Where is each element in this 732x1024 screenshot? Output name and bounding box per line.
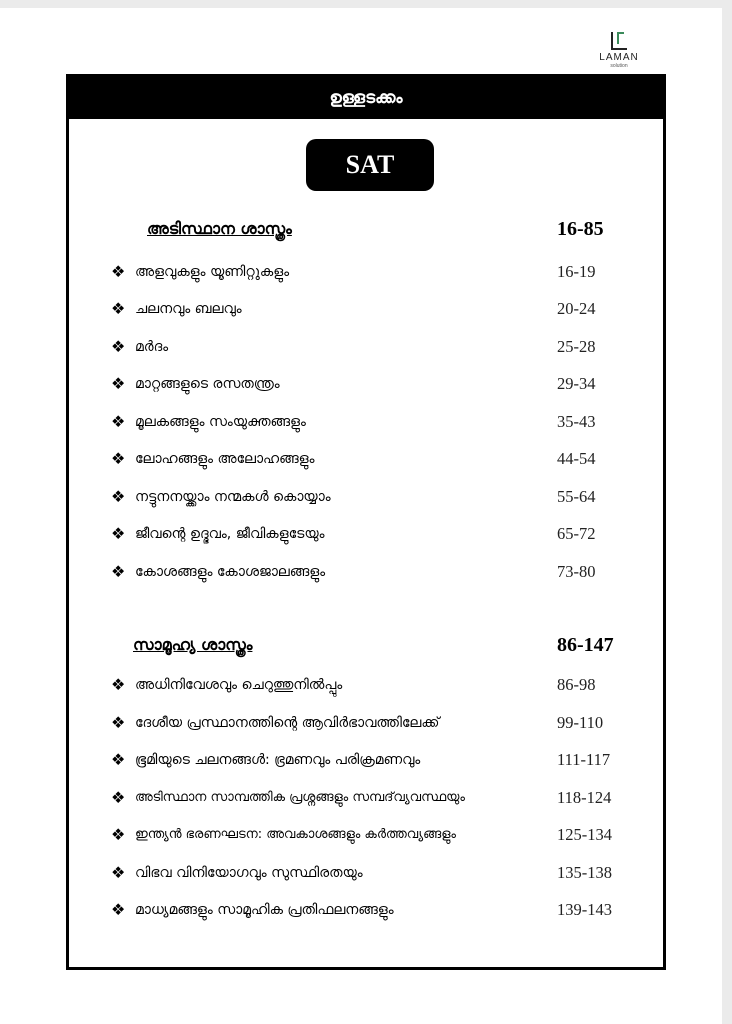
toc-item[interactable] xyxy=(69,820,663,850)
toc-item-pages: 135-138 xyxy=(557,863,612,882)
toc-item[interactable] xyxy=(69,444,663,474)
toc-item-label: വിഭവ വിനിയോഗവും സുസ്ഥിരതയും xyxy=(135,865,363,881)
toc-item-pages: 20-24 xyxy=(557,299,596,318)
toc-item-pages: 35-43 xyxy=(557,412,596,431)
toc-item[interactable] xyxy=(69,369,663,399)
toc-item-pages: 125-134 xyxy=(557,825,612,844)
toc-item-pages: 86-98 xyxy=(557,675,596,694)
toc-item-label: ഭൂമിയുടെ ചലനങ്ങൾ: ഭ്രമണവും പരിക്രമണവും xyxy=(135,752,421,768)
toc-item-pages: 65-72 xyxy=(557,524,596,543)
diamond-bullet-icon: ❖ xyxy=(111,562,126,581)
diamond-bullet-icon: ❖ xyxy=(111,299,126,318)
toc-item-label: അളവുകളും യൂണിറ്റുകളും xyxy=(135,264,290,280)
diamond-bullet-icon: ❖ xyxy=(111,825,126,844)
diamond-bullet-icon: ❖ xyxy=(111,262,126,281)
toc-item-pages: 55-64 xyxy=(557,487,596,506)
diamond-bullet-icon: ❖ xyxy=(111,900,126,919)
toc-item-pages: 99-110 xyxy=(557,713,604,732)
toc-item[interactable] xyxy=(69,482,663,512)
section-range: 16-85 xyxy=(557,218,604,240)
section-header xyxy=(69,214,663,244)
diamond-bullet-icon: ❖ xyxy=(111,675,126,694)
page-edge xyxy=(0,0,732,8)
toc-item-label: മർദം xyxy=(135,339,169,355)
toc-item-label: ദേശീയ പ്രസ്ഥാനത്തിന്റെ ആവിർഭാവത്തിലേക്ക് xyxy=(135,715,440,731)
toc-item-pages: 73-80 xyxy=(557,562,596,581)
toc-item-label: ലോഹങ്ങളും അലോഹങ്ങളും xyxy=(135,451,315,467)
toc-item[interactable] xyxy=(69,332,663,362)
logo-icon xyxy=(611,32,627,50)
toc-item-pages: 118-124 xyxy=(557,788,612,807)
toc-item-label: നട്ടുനനയ്ക്കാം നന്മകൾ കൊയ്യാം xyxy=(135,489,331,505)
diamond-bullet-icon: ❖ xyxy=(111,449,126,468)
section-range: 86-147 xyxy=(557,634,614,656)
toc-item[interactable] xyxy=(69,783,663,813)
section-header xyxy=(69,630,663,660)
page-edge xyxy=(722,0,732,1024)
toc-item-label: ജീവന്റെ ഉദ്ഭവം, ജീവികളുടേയും xyxy=(135,526,325,542)
toc-item[interactable] xyxy=(69,895,663,925)
logo-name: LAMAN xyxy=(599,52,639,63)
toc-item[interactable] xyxy=(69,670,663,700)
toc-item[interactable] xyxy=(69,745,663,775)
diamond-bullet-icon: ❖ xyxy=(111,788,126,807)
toc-item[interactable] xyxy=(69,519,663,549)
diamond-bullet-icon: ❖ xyxy=(111,863,126,882)
toc-item-pages: 16-19 xyxy=(557,262,596,281)
contents-frame xyxy=(66,74,666,970)
diamond-bullet-icon: ❖ xyxy=(111,412,126,431)
diamond-bullet-icon: ❖ xyxy=(111,750,126,769)
toc-item-label: മൂലകങ്ങളും സംയുക്തങ്ങളും xyxy=(135,414,306,430)
toc-item[interactable] xyxy=(69,257,663,287)
brand-logo xyxy=(586,32,652,69)
toc-item-label: ഇന്ത്യൻ ഭരണഘടന: അവകാശങ്ങളും കർത്തവ്യങ്ങളും xyxy=(135,827,456,842)
logo-sub: solution xyxy=(610,63,628,69)
diamond-bullet-icon: ❖ xyxy=(111,374,126,393)
section-title: അടിസ്ഥാന ശാസ്ത്രം xyxy=(147,219,292,238)
toc-item-pages: 29-34 xyxy=(557,374,596,393)
toc-item-pages: 139-143 xyxy=(557,900,612,919)
toc-item-label: കോശങ്ങളും കോശജാലങ്ങളും xyxy=(135,564,326,580)
toc-item[interactable] xyxy=(69,294,663,324)
sat-badge: SAT xyxy=(306,139,434,191)
diamond-bullet-icon: ❖ xyxy=(111,487,126,506)
toc-item[interactable] xyxy=(69,407,663,437)
toc-item-label: ചലനവും ബലവും xyxy=(135,301,242,317)
section-title: സാമൂഹ്യ ശാസ്ത്രം xyxy=(133,635,253,654)
toc-item-label: മാറ്റങ്ങളുടെ രസതന്ത്രം xyxy=(135,376,280,392)
diamond-bullet-icon: ❖ xyxy=(111,524,126,543)
toc-item-label: മാധ്യമങ്ങളും സാമൂഹിക പ്രതിഫലനങ്ങളും xyxy=(135,902,394,918)
toc-item-pages: 111-117 xyxy=(557,750,611,769)
toc-item-label: അധിനിവേശവും ചെറുത്തുനിൽപ്പും xyxy=(135,677,343,693)
diamond-bullet-icon: ❖ xyxy=(111,713,126,732)
diamond-bullet-icon: ❖ xyxy=(111,337,126,356)
toc-item[interactable] xyxy=(69,858,663,888)
toc-item[interactable] xyxy=(69,708,663,738)
toc-item-label: അടിസ്ഥാന സാമ്പത്തിക പ്രശ്നങ്ങളും സമ്പദ്‌വ്യവസ്ഥയും xyxy=(135,790,465,805)
toc-item[interactable] xyxy=(69,557,663,587)
toc-item-pages: 44-54 xyxy=(557,449,596,468)
toc-item-pages: 25-28 xyxy=(557,337,596,356)
page-title: ഉള്ളടക്കം xyxy=(69,77,663,119)
